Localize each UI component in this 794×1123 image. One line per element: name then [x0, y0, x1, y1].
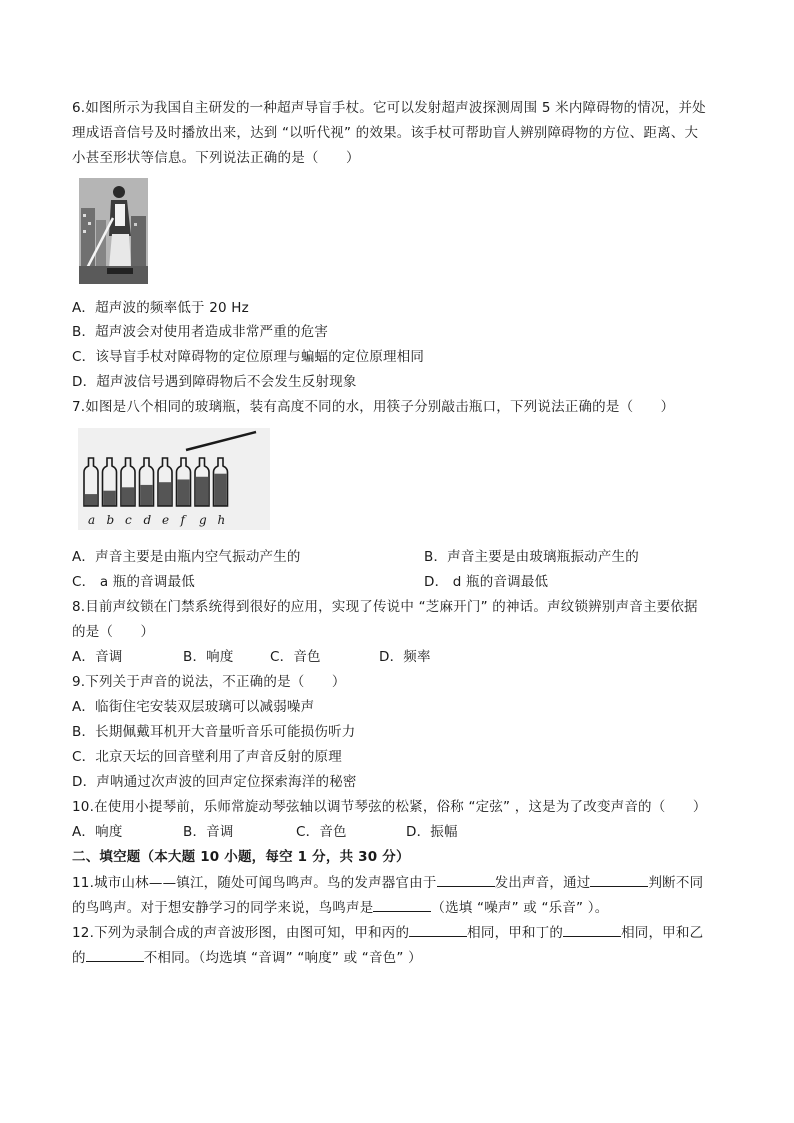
q8-option-c: C．音色 — [270, 649, 321, 665]
q9-option-d: D．声呐通过次声波的回声定位探索海洋的秘密 — [72, 774, 357, 790]
q12-line-2 — [72, 948, 422, 967]
q8-option-b: B．响度 — [183, 649, 234, 665]
bottle-label-e: e — [162, 513, 170, 527]
q8-option-a: A．音调 — [72, 649, 123, 665]
q9-option-c: C．北京天坛的回音壁利用了声音反射的原理 — [72, 749, 342, 765]
q12-text-1: 12.下列为录制合成的声音波形图，由图可知，甲和丙的 — [72, 925, 410, 941]
q11-blank-2[interactable] — [590, 873, 648, 887]
q9-stem: 9.下列关于声音的说法，不正确的是（ ） — [72, 674, 346, 690]
bottle-water-g — [196, 477, 208, 506]
q6-option-d: D．超声波信号遇到障碍物后不会发生反射现象 — [72, 374, 357, 390]
q7-option-a: A．声音主要是由瓶内空气振动产生的 — [72, 549, 301, 565]
bottle-water-f — [178, 479, 190, 506]
q12-text-3: 相同，甲和乙 — [621, 925, 704, 941]
q11-text-2: 发出声音，通过 — [494, 875, 591, 891]
q12-blank-2[interactable] — [563, 923, 621, 937]
q6-option-b: B．超声波会对使用者造成非常严重的危害 — [72, 324, 329, 340]
q8-option-d: D．频率 — [379, 649, 431, 665]
bottle-label-c: c — [125, 513, 132, 527]
bottle-water-d — [141, 485, 153, 506]
q7-option-c: C． a 瓶的音调最低 — [72, 574, 195, 590]
q6-stem-line-1: 6.如图所示为我国自主研发的一种超声导盲手杖。它可以发射超声波探测周围 5 米内障碍物的情况，并处 — [72, 100, 706, 116]
bottle-label-d: d — [143, 513, 152, 527]
bottles-figure — [78, 428, 270, 530]
q6-option-c: C．该导盲手杖对障碍物的定位原理与蝙蝠的定位原理相同 — [72, 349, 425, 365]
q6-option-a: A．超声波的频率低于 20 Hz — [72, 300, 249, 316]
q10-stem: 10.在使用小提琴前，乐师常旋动琴弦轴以调节琴弦的松紧，俗称 “定弦” ，这是为了改变声音的（ ） — [72, 799, 707, 815]
q7-option-b: B．声音主要是由玻璃瓶振动产生的 — [424, 549, 639, 565]
bottle-water-e — [159, 482, 171, 506]
q7-stem: 7.如图是八个相同的玻璃瓶，装有高度不同的水，用筷子分别敲击瓶口，下列说法正确的是（ ） — [72, 399, 675, 415]
bottle-label-h: h — [217, 513, 226, 527]
bottle-water-h — [215, 474, 227, 506]
q11-text-1: 11.城市山林——镇江，随处可闻鸟鸣声。鸟的发声器官由于 — [72, 875, 437, 891]
bottle-label-b: b — [106, 513, 115, 527]
blind-person-with-cane-image — [79, 178, 148, 284]
q11-line-2 — [72, 898, 608, 917]
q8-stem-line-1: 8.目前声纹锁在门禁系统得到很好的应用，实现了传说中 “芝麻开门” 的神话。声纹锁辨别声音主要依据 — [72, 599, 698, 615]
bottle-label-a: a — [88, 513, 96, 527]
bottle-water-a — [85, 494, 97, 506]
bottle-label-f: f — [180, 513, 185, 527]
q11-blank-1[interactable] — [437, 873, 495, 887]
q12-blank-1[interactable] — [409, 923, 467, 937]
q7-option-row-1 — [72, 548, 639, 566]
q6-stem-line-3: 小甚至形状等信息。下列说法正确的是（ ） — [72, 150, 360, 166]
q9-option-b: B．长期佩戴耳机开大音量听音乐可能损伤听力 — [72, 724, 356, 740]
q11-text-4: 的鸟鸣声。对于想安静学习的同学来说，鸟鸣声是 — [72, 900, 374, 916]
q10-option-b: B．音调 — [183, 824, 234, 840]
q10-option-c: C．音色 — [296, 824, 347, 840]
q7-option-d: D． d 瓶的音调最低 — [424, 574, 549, 590]
bottle-water-b — [104, 491, 116, 506]
q12-text-5: 不相同。（均选填 “音调” “响度” 或 “音色” ） — [143, 950, 422, 966]
bottle-label-g: g — [199, 513, 207, 527]
q7-option-row-2 — [72, 573, 549, 591]
q12-text-4: 的 — [72, 950, 86, 966]
bottle-water-c — [122, 487, 134, 506]
q10-option-d: D．振幅 — [406, 824, 458, 840]
q9-option-a: A．临街住宅安装双层玻璃可以减弱噪声 — [72, 699, 315, 715]
q11-text-3: 判断不同 — [648, 875, 704, 891]
eight-bottles-diagram — [78, 428, 270, 530]
q6-stem-line-2: 理成语音信号及时播放出来，达到 “以听代视” 的效果。该手杖可帮助盲人辨别障碍物的方位、距离、大 — [72, 125, 699, 141]
guide-cane-photo — [79, 178, 148, 284]
q10-option-a: A．响度 — [72, 824, 123, 840]
q12-line-1 — [72, 923, 703, 942]
q12-blank-3[interactable] — [86, 948, 144, 962]
section-2-title: 二、填空题（本大题 10 小题，每空 1 分，共 30 分） — [72, 849, 410, 865]
q11-line-1 — [72, 873, 703, 892]
q11-blank-3[interactable] — [373, 898, 431, 912]
q11-text-5: （选填 “噪声” 或 “乐音” ）。 — [431, 900, 609, 916]
q8-stem-line-2: 的是（ ） — [72, 624, 155, 640]
q12-text-2: 相同，甲和丁的 — [467, 925, 564, 941]
